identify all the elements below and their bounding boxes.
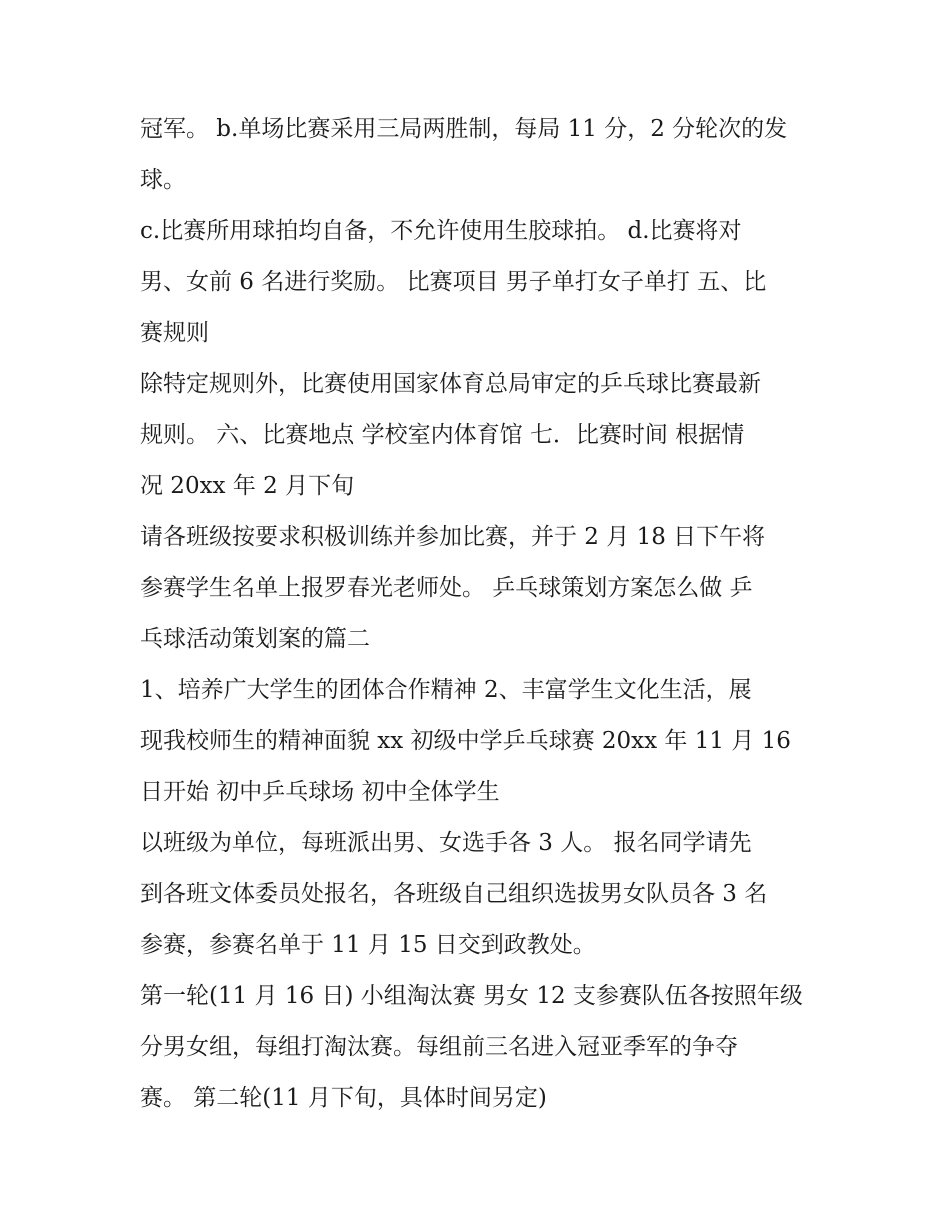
text-line: 参赛学生名单上报罗春光老师处。 乒乓球策划方案怎么做 乒	[140, 575, 753, 601]
text-line: 赛。 第二轮(11 月下旬，具体时间另定)	[140, 1085, 547, 1111]
text-line: 1、培养广大学生的团体合作精神 2、丰富学生文化生活，展	[140, 677, 752, 703]
text-line: 况 20xx 年 2 月下旬	[140, 473, 355, 499]
document-body	[140, 104, 820, 1124]
text-line: 赛规则	[140, 320, 209, 346]
text-line: 请各班级按要求积极训练并参加比赛，并于 2 月 18 日下午将	[140, 524, 766, 550]
text-line: 球。	[140, 167, 186, 193]
text-line: 冠军。 b.单场比赛采用三局两胜制，每局 11 分，2 分轮次的发	[140, 116, 788, 142]
text-line: 第一轮(11 月 16 日) 小组淘汰赛 男女 12 支参赛队伍各按照年级	[140, 983, 803, 1009]
text-line: 乓球活动策划案的篇二	[140, 626, 370, 652]
text-line: 现我校师生的精神面貌 xx 初级中学乒乓球赛 20xx 年 11 月 16	[140, 728, 791, 754]
text-line: 分男女组，每组打淘汰赛。每组前三名进入冠亚季军的争夺	[140, 1034, 738, 1060]
text-line: 到各班文体委员处报名，各班级自己组织选拔男女队员各 3 名	[140, 881, 768, 907]
text-line: 以班级为单位，每班派出男、女选手各 3 人。 报名同学请先	[140, 830, 752, 856]
text-line: c.比赛所用球拍均自备，不允许使用生胶球拍。 d.比赛将对	[140, 218, 742, 244]
text-line: 除特定规则外，比赛使用国家体育总局审定的乒乓球比赛最新	[140, 371, 761, 397]
text-line: 日开始 初中乒乓球场 初中全体学生	[140, 779, 500, 805]
text-line: 男、女前 6 名进行奖励。 比赛项目 男子单打女子单打 五、比	[140, 269, 767, 295]
text-line: 规则。 六、比赛地点 学校室内体育馆 七．比赛时间 根据情	[140, 422, 745, 448]
text-line: 参赛，参赛名单于 11 月 15 日交到政教处。	[140, 932, 596, 958]
